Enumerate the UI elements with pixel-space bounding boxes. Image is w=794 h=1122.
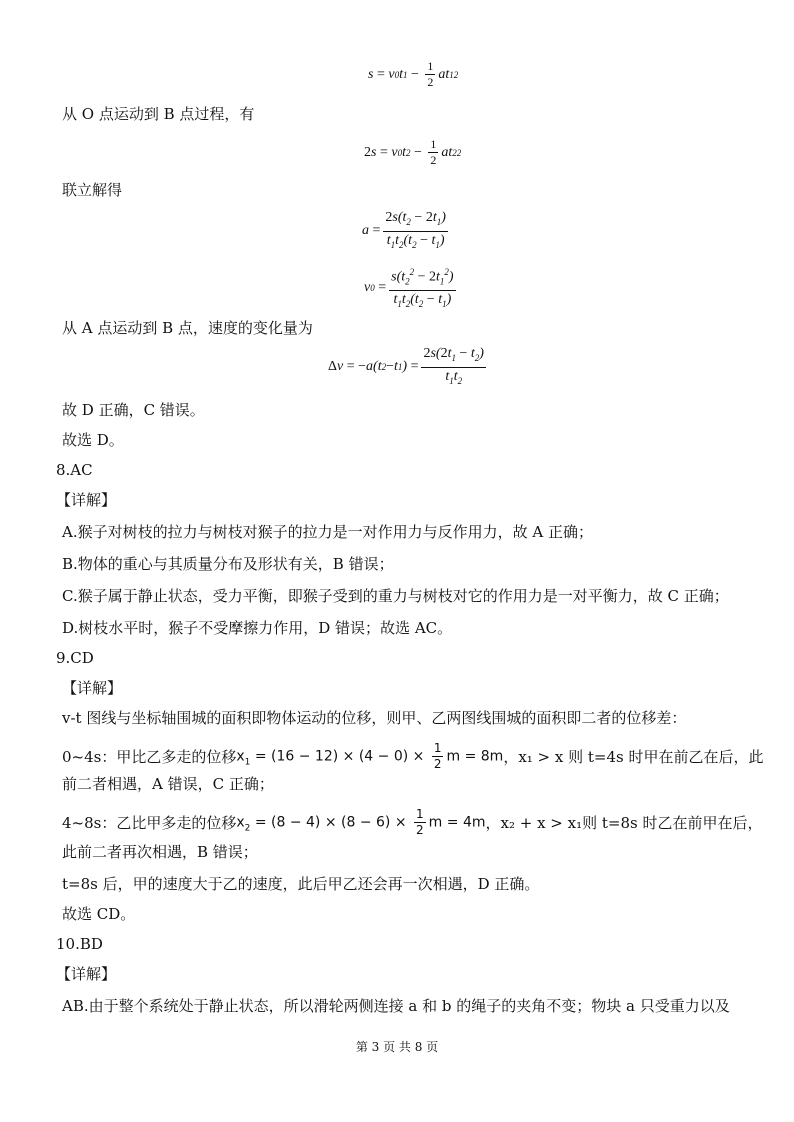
text-a-to-b: 从 A 点运动到 B 点，速度的变化量为 bbox=[62, 319, 313, 337]
text-solve: 联立解得 bbox=[62, 181, 123, 199]
text-d-correct: 故 D 正确，C 错误。 bbox=[62, 401, 205, 419]
text-8d: D.树枝水平时，猴子不受摩擦力作用，D 错误；故选 AC。 bbox=[62, 619, 453, 637]
text-9g: 故选 CD。 bbox=[62, 905, 136, 923]
detail-heading-8: 【详解】 bbox=[56, 491, 117, 509]
text-9a: v-t 图线与坐标轴围城的面积即物体运动的位移，则甲、乙两图线围城的面积即二者的位移差： bbox=[62, 709, 687, 727]
text-8a: A.猴子对树枝的拉力与树枝对猴子的拉力是一对作用力与反作用力，故 A 正确； bbox=[62, 523, 593, 541]
equation-v0: v 0 = $\frac{s(t_2^2 - 2t_1^2)}{t_1t_2(t_2 - t_1)}$ bbox=[364, 264, 459, 312]
text-9c: 前二者相遇，A 错误，C 正确； bbox=[62, 775, 274, 793]
text-o-to-b: 从 O 点运动到 B 点过程，有 bbox=[62, 105, 255, 123]
equation-x2: $x_2 = (8 - 4) \times (8 - 6)$ × $\frac{1}{2}$ m = 4m bbox=[236, 807, 486, 837]
equation-2s: 2 s = v 0 t 2 − $\frac{1}{2}$ at 2 2 bbox=[364, 137, 462, 167]
text-9f: t=8s 后，甲的速度大于乙的速度，此后甲乙还会再一次相遇，D 正确。 bbox=[62, 875, 540, 893]
answer-8: 8.AC bbox=[56, 461, 93, 479]
text-8b: B.物体的重心与其质量分布及形状有关，B 错误； bbox=[62, 555, 394, 573]
text-9b: 0~4s：甲比乙多走的位移 $x_1 = (16 - 12) \times (4 - 0)$ × $\frac{1}{2}$ m = 8m ，x₁ > x 则 t=4s 时甲在前乙在后，此 bbox=[62, 741, 764, 771]
answer-10: 10.BD bbox=[56, 935, 103, 953]
detail-heading-9: 【详解】 bbox=[62, 679, 123, 697]
answer-9: 9.CD bbox=[56, 649, 94, 667]
text-9e: 此前二者再次相遇，B 错误； bbox=[62, 843, 258, 861]
text-9d: 4~8s：乙比甲多走的位移 $x_2 = (8 - 4) \times (8 - 6)$ × $\frac{1}{2}$ m = 4m ，x₂ + x > x₁则 t=8s 时乙在前甲在后， bbox=[62, 807, 763, 837]
equation-s: s = v 0 t 1 − $\frac{1}{2}$ at 1 2 bbox=[368, 59, 459, 89]
detail-heading-10: 【详解】 bbox=[56, 965, 117, 983]
page-footer: 第 3 页 共 8 页 bbox=[355, 1040, 439, 1054]
equation-x1: $x_1 = (16 - 12) \times (4 - 0)$ × $\frac{1}{2}$ m = 8m bbox=[236, 741, 504, 771]
equation-delta-v: Δ v = − a(t 2 − t 1 ) = $\frac{2s(2t_1 - t_2)}{t_1t_2}$ bbox=[328, 346, 484, 386]
text-choose-d: 故选 D。 bbox=[62, 431, 124, 449]
text-8c: C.猴子属于静止状态，受力平衡，即猴子受到的重力与树枝对它的作用力是一对平衡力，故 C 正确； bbox=[62, 587, 729, 605]
equation-a: a = $\frac{2s(t_2 - 2t_1)}{t_1t_2(t_2 - t_1)}$ bbox=[362, 210, 446, 250]
text-10a: AB.由于整个系统处于静止状态，所以滑轮两侧连接 a 和 b 的绳子的夹角不变；物块 a 只受重力以及 bbox=[62, 997, 730, 1015]
